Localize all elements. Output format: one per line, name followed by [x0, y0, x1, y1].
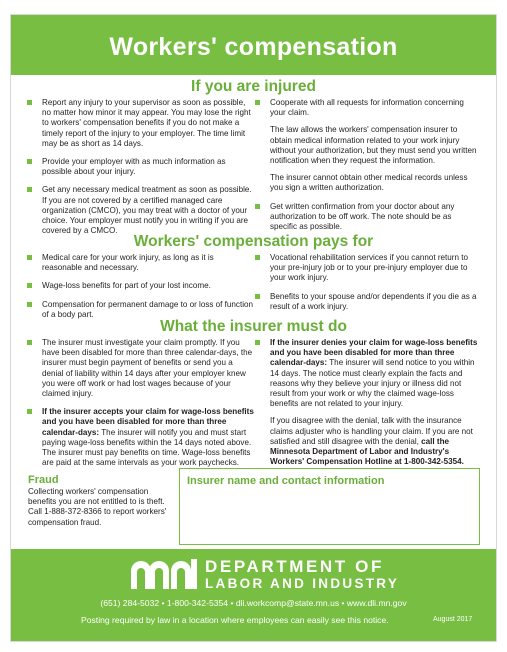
list-item — [26, 281, 254, 291]
bullet-icon — [255, 340, 260, 345]
list-item — [254, 338, 480, 467]
item-text: Get any necessary medical treatment as soon as possible. If you are not covered by a certified managed care organization (CMCO), you may treat with a doctor of your choice. Your employer must notify you in writing if you are covered by a CMCO. — [42, 185, 252, 236]
list-item — [254, 202, 480, 233]
bullet-icon — [27, 159, 32, 164]
deny-claim-lead: If the insurer denies your claim for wage-loss benefits and you have been disabled for more than three calendar-days: — [270, 338, 478, 368]
item-text: Benefits to your spouse and/or dependents if you die as a result of a work injury. — [270, 291, 477, 311]
pays-right-column — [254, 253, 480, 320]
list-item — [26, 157, 254, 177]
list-item — [26, 185, 254, 236]
insurer-box-title: Insurer name and contact information — [187, 475, 385, 487]
item-text: Wage-loss benefits for part of your lost income. — [42, 281, 211, 291]
contact-line: (651) 284-5032 • 1-800-342-5354 • dli.workcomp@state.mn.us • www.dli.mn.gov — [100, 598, 407, 608]
title-banner — [11, 15, 496, 75]
dept-name-line1: DEPARTMENT OF — [205, 557, 384, 576]
item-text: Cooperate with all requests for information concerning your claim. — [270, 98, 464, 118]
bullet-icon — [27, 255, 32, 260]
insurer-left-column — [26, 338, 254, 476]
item-text — [270, 338, 480, 409]
item-text: The law allows the workers' compensation insurer to obtain medical information related to your work injury without your authorization, but they must send you written notification when they request the information. — [270, 125, 477, 166]
bullet-icon — [27, 187, 32, 192]
disagree-text: If you disagree with the denial, talk with the insurance claims adjuster who is handling your claim. If you are not satisfied and still disagree with the denial, — [270, 416, 473, 446]
revision-date: August 2017 — [433, 616, 473, 623]
bullet-icon — [255, 294, 260, 299]
fraud-heading: Fraud — [28, 474, 59, 486]
bullet-icon — [27, 283, 32, 288]
bullet-icon — [27, 302, 32, 307]
list-item — [26, 253, 254, 273]
accept-claim-text: The insurer will notify you and must start paying wage-loss benefits within the 14 days noted above. The insurer must pay benefits on time. Wage-loss benefits are paid at the same intervals as your work paychecks. — [42, 427, 252, 468]
page-title: Workers' compensation — [109, 33, 398, 61]
footer-banner — [11, 549, 496, 641]
dept-name-line2: LABOR AND INDUSTRY — [205, 576, 400, 591]
pays-left-column — [26, 253, 254, 328]
item-text: Vocational rehabilitation services if you cannot return to your pre-injury job or to your pre-injury employer due to your work injury. — [270, 253, 468, 283]
item-text: Compensation for permanent damage to or loss of function of a body part. — [42, 299, 254, 319]
mn-logo-icon — [129, 559, 199, 589]
list-item — [254, 253, 480, 284]
insurer-right-column — [254, 338, 480, 475]
section-heading-pays: Workers' compensation pays for — [133, 233, 374, 250]
list-item — [26, 338, 254, 399]
list-item — [26, 300, 254, 320]
item-text: Medical care for your work injury, as long as it is reasonable and necessary. — [42, 253, 214, 273]
item-text: Report any injury to your supervisor as soon as possible, no matter how minor it may appear. You may lose the right to workers' compensation benefits if you do not make a timely report of the injury to your employer. The time limit may be as short as 14 days. — [42, 98, 251, 148]
item-text: Get written confirmation from your doctor about any authorization to be off work. The note should be as specific as possible. — [270, 201, 455, 232]
accept-claim-lead: If the insurer accepts your claim for wage-loss benefits and you have been disabled for more than three calendar-days: — [42, 407, 254, 437]
list-item — [26, 98, 254, 149]
fraud-text: Collecting workers' compensation benefits you are not entitled to is theft. Call 1-888-372-8366 to report workers' compensation fraud. — [28, 487, 167, 527]
bullet-icon — [27, 340, 32, 345]
list-item — [254, 98, 480, 194]
item-text: The insurer cannot obtain other medical records unless you sign a written authorization. — [270, 173, 468, 193]
insurer-contact-box — [179, 468, 480, 545]
item-text — [42, 407, 254, 468]
injured-right-column — [254, 98, 480, 240]
item-text: Provide your employer with as much information as possible about your injury. — [42, 157, 226, 177]
deny-claim-text: The insurer will send notice to you within 14 days. The notice must clearly explain the facts and reasons why they believe your injury or illness did not result from your work or why the claimed wage-loss benefits are not related to your injury. — [270, 358, 475, 409]
injured-left-column — [26, 98, 254, 244]
bullet-icon — [255, 255, 260, 260]
section-heading-injured: If you are injured — [191, 78, 316, 95]
bullet-icon — [27, 100, 32, 105]
bullet-icon — [255, 204, 260, 209]
item-text — [270, 416, 480, 467]
item-text: The insurer must investigate your claim promptly. If you have been disabled for more than three calendar-days, the insurer must begin payment of benefits or send you a denial of liability within 14 days after your employer knew you were off work or had lost wages because of your claimed injury. — [42, 338, 253, 399]
bullet-icon — [27, 409, 32, 414]
hotline-text: call the Minnesota Department of Labor and Industry's Workers' Compensation Hotline at 1-800-342-5354. — [270, 436, 464, 467]
bullet-icon — [255, 100, 260, 105]
posting-notice: Posting required by law in a location where employees can easily see this notice. — [81, 615, 389, 625]
list-item — [26, 407, 254, 468]
list-item — [254, 292, 480, 312]
section-heading-insurer: What the insurer must do — [160, 318, 347, 335]
